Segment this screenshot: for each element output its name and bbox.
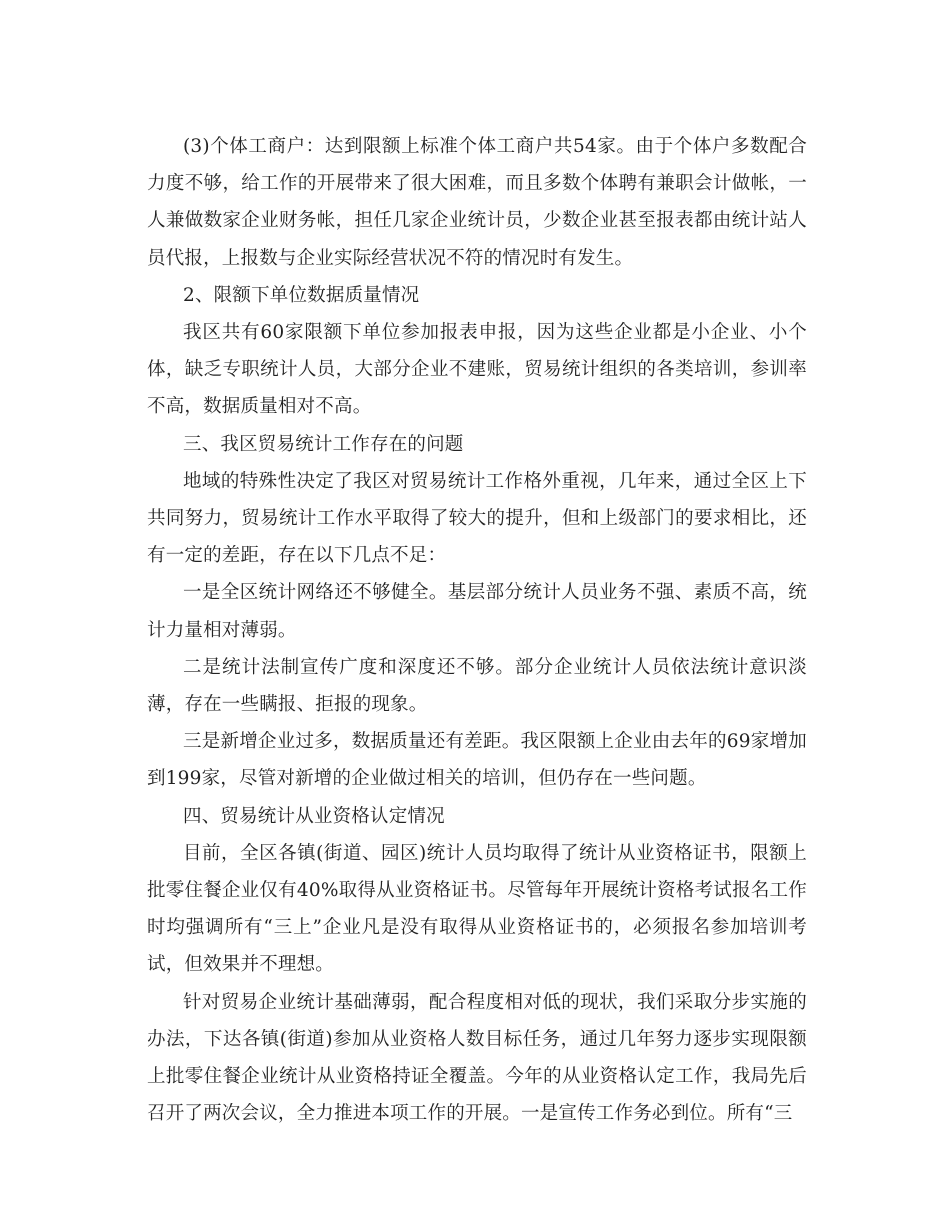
paragraph-qualification-measures: 针对贸易企业统计基础薄弱，配合程度相对低的现状，我们采取分步实施的办法，下达各镇(街道)参加从业资格人数目标任务，通过几年努力逐步实现限额上批零住餐企业统计从业资格持证全覆盖。今年的从业资格认定工作，我局先后召开了两次会议，全力推进本项工作的开展。一是宣传工作务必到位。所有“三 [147, 991, 807, 1125]
paragraph-individual-businesses: (3)个体工商户：达到限额上标准个体工商户共54家。由于个体户多数配合力度不够，给工作的开展带来了很大困难，而且多数个体聘有兼职会计做帐，一人兼做数家企业财务帐，担任几家企业统计员，少数企业甚至报表都由统计站人员代报，上报数与企业实际经营状况不符的情况时有发生。 [147, 136, 807, 269]
paragraph-below-quota-units: 我区共有60家限额下单位参加报表申报，因为这些企业都是小企业、小个体，缺乏专职统计人员，大部分企业不建账，贸易统计组织的各类培训，参训率不高，数据质量相对不高。 [147, 322, 807, 418]
paragraph-qualification-status: 目前，全区各镇(街道、园区)统计人员均取得了统计从业资格证书，限额上批零住餐企业仅有40%取得从业资格证书。尽管每年开展统计资格考试报名工作时均强调所有“三上”企业凡是没有取得从业资格证书的，必须报名参加培训考试，但效果并不理想。 [147, 842, 807, 976]
paragraph-problem-three: 三是新增企业过多，数据质量还有差距。我区限额上企业由去年的69家增加到199家，尽管对新增的企业做过相关的培训，但仍存在一些问题。 [147, 731, 807, 790]
paragraph-problem-one: 一是全区统计网络还不够健全。基层部分统计人员业务不强、素质不高，统计力量相对薄弱。 [147, 582, 807, 641]
document-body [147, 128, 807, 1132]
paragraph-problems-intro: 地域的特殊性决定了我区对贸易统计工作格外重视，几年来，通过全区上下共同努力，贸易统计工作水平取得了较大的提升，但和上级部门的要求相比，还有一定的差距，存在以下几点不足： [147, 470, 807, 567]
section-heading-qualification: 四、贸易统计从业资格认定情况 [183, 805, 445, 827]
paragraph-problem-two: 二是统计法制宣传广度和深度还不够。部分企业统计人员依法统计意识淡薄，存在一些瞒报、拒报的现象。 [147, 656, 807, 716]
section-heading-below-quota-quality: 2、限额下单位数据质量情况 [183, 284, 420, 306]
section-heading-existing-problems: 三、我区贸易统计工作存在的问题 [183, 433, 464, 455]
